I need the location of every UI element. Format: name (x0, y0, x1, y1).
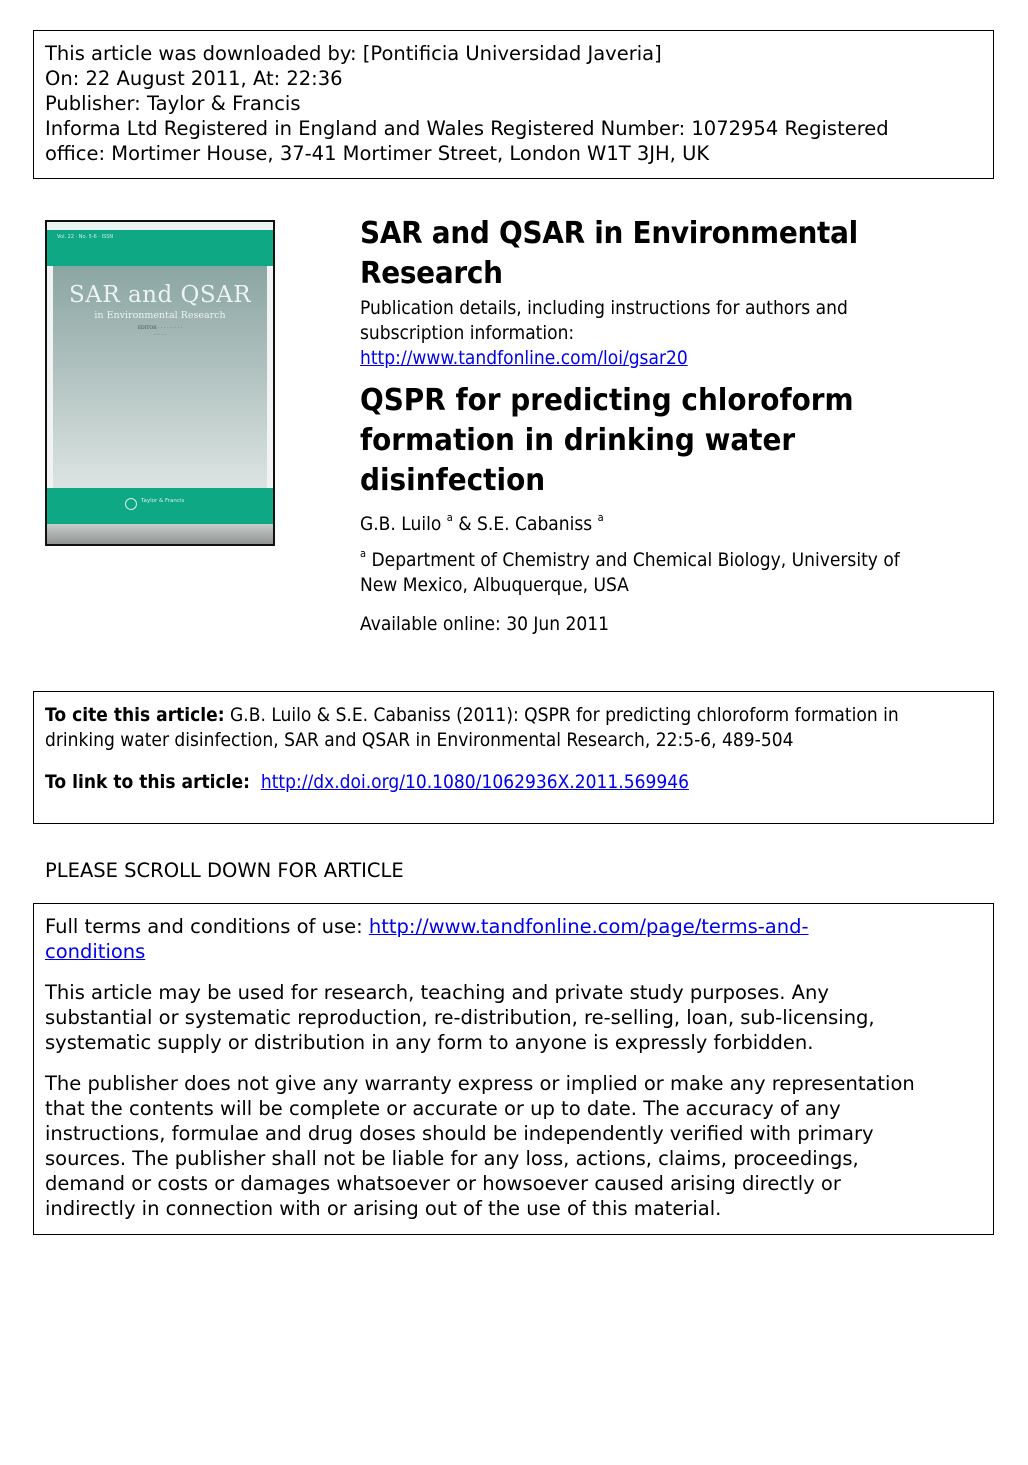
usage-paragraph: This article may be used for research, teaching and private study purposes. Any substantial or systematic reproduction, re-distribution, re-selling, loan, sub-licensing, systematic supply or distribution in any form to anyone is expressly forbidden. (45, 981, 875, 1054)
registration-line: Informa Ltd Registered in England and Wales Registered Number: 1072954 Registered (45, 117, 889, 140)
authors (360, 505, 918, 537)
affiliation (360, 541, 918, 598)
cite-text: drinking water disinfection, SAR and QSAR in Environmental Research, 22:5-6, 489-504 (45, 729, 794, 751)
affiliation-text: New Mexico, Albuquerque, USA (360, 574, 629, 596)
author-separator: & (452, 513, 478, 535)
available-online-date: Available online: 30 Jun 2011 (360, 613, 610, 635)
cover-publisher: Taylor & Francis (141, 498, 185, 504)
article-title-line: formation in drinking water (360, 423, 796, 458)
author-name: G.B. Luilo (360, 513, 442, 535)
citation-box (33, 691, 994, 824)
cover-editors: EDITOR · · · · · · · · · · · · · · (137, 326, 183, 338)
office-line: office: Mortimer House, 37-41 Mortimer Street, London W1T 3JH, UK (45, 142, 710, 165)
cite-label: To cite this article: (45, 704, 225, 726)
journal-url-link[interactable]: http://www.tandfonline.com/loi/gsar20 (360, 347, 688, 369)
terms-intro: Full terms and conditions of use: (45, 915, 369, 938)
download-line: This article was downloaded by: [Pontificia Universidad Javeria] (45, 42, 662, 65)
doi-link[interactable]: http://dx.doi.org/10.1080/1062936X.2011.569946 (260, 771, 689, 793)
download-notice-box (33, 30, 994, 179)
journal-title-line: Research (360, 256, 503, 291)
cover-bottom-band (47, 488, 273, 524)
cover-bottom-shadow (47, 524, 273, 544)
publisher-line: Publisher: Taylor & Francis (45, 92, 301, 115)
article-title (360, 381, 937, 501)
cover-title: SAR and QSAR (68, 282, 252, 308)
terms-box (33, 903, 994, 1235)
cover-top-band: Vol. 22 · No. 5-6 · ISSN (47, 230, 273, 266)
disclaimer-paragraph: The publisher does not give any warranty express or implied or make any representation that the contents will be complete or accurate or up to date. The accuracy of any instructions, formulae and drug doses should be independently verified with primary sources. The publisher shall not be liable for any loss, actions, claims, proceedings, demand or costs or damages whatsoever or howsoever caused arising directly or indirectly in connection with or arising out of the use of this material. (45, 1072, 915, 1220)
cover-subtitle: in Environmental Research (94, 310, 226, 321)
cite-text: G.B. Luilo & S.E. Cabaniss (2011): QSPR for predicting chloroform formation in (224, 704, 899, 726)
article-title-line: QSPR for predicting chloroform (360, 383, 854, 418)
affiliation-marker: a (597, 511, 604, 524)
journal-cover-image (45, 220, 275, 546)
cover-top-strip (47, 222, 273, 230)
affiliation-text: Department of Chemistry and Chemical Biology, University of (366, 549, 900, 571)
publication-details-line: subscription information: (360, 322, 575, 344)
journal-title-line: SAR and QSAR in Environmental (360, 216, 858, 251)
terms-link[interactable]: http://www.tandfonline.com/page/terms-and- conditions (45, 915, 809, 963)
download-date-line: On: 22 August 2011, At: 22:36 (45, 67, 343, 90)
affiliation-marker: a (360, 547, 367, 560)
article-title-line: disinfection (360, 463, 546, 498)
scroll-down-notice: PLEASE SCROLL DOWN FOR ARTICLE (45, 859, 404, 882)
article-metadata (360, 214, 980, 637)
publication-details-line: Publication details, including instructions for authors and (360, 297, 848, 319)
link-label: To link to this article: (45, 771, 250, 793)
affiliation-marker: a (446, 511, 453, 524)
journal-title (360, 214, 937, 294)
publisher-logo-icon (125, 498, 137, 510)
publication-details (360, 296, 918, 371)
author-name: S.E. Cabaniss (477, 513, 593, 535)
